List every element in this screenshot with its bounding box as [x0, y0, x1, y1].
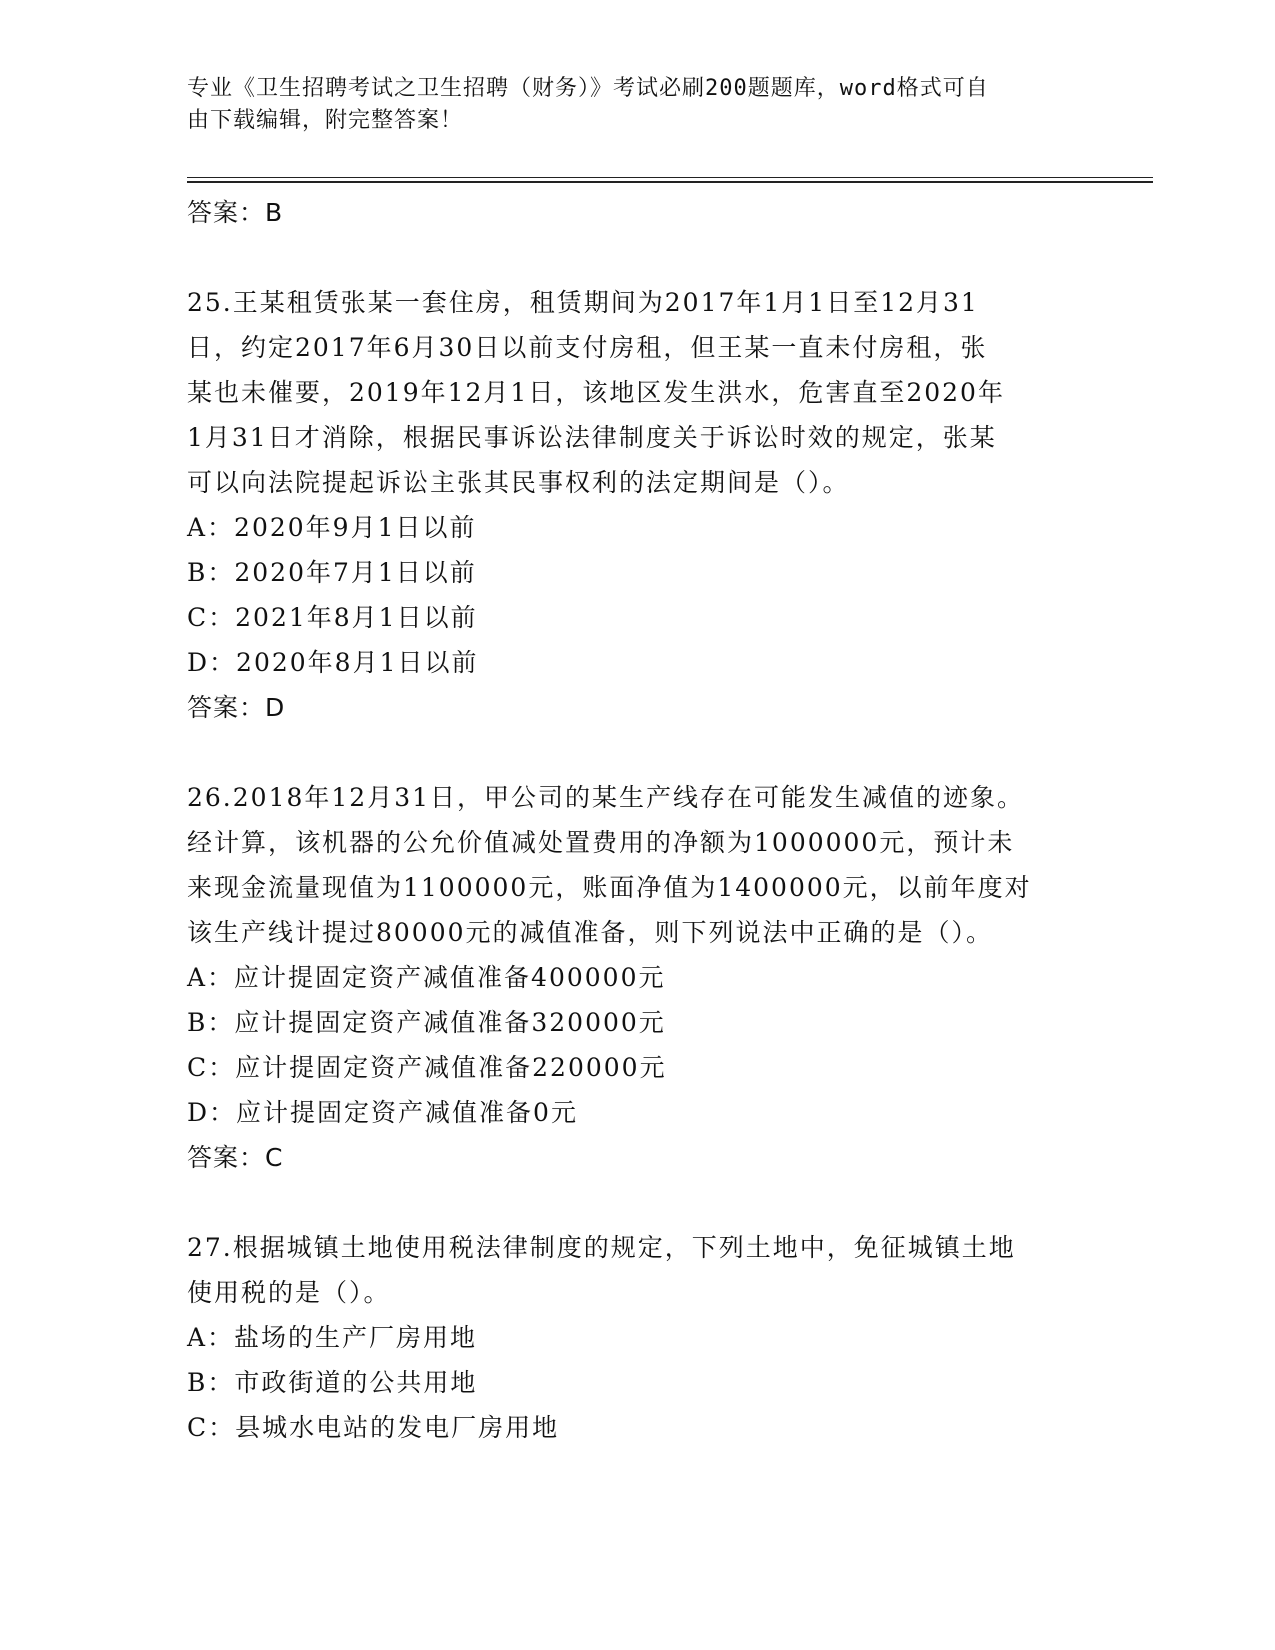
option-d: D：2020年8月1日以前: [187, 648, 479, 677]
answer-26: 答案：C: [187, 1143, 284, 1172]
spacer: [187, 730, 1067, 775]
question-text-line: 经计算，该机器的公允价值减处置费用的净额为1000000元，预计未: [187, 828, 1015, 857]
header-divider: [187, 177, 1153, 183]
question-content: [187, 190, 1067, 1450]
question-text-line: 26.2018年12月31日，甲公司的某生产线存在可能发生减值的迹象。: [187, 783, 1025, 812]
answer-prev: 答案：B: [187, 198, 284, 227]
question-text-line: 日，约定2017年6月30日以前支付房租，但王某一直未付房租，张: [187, 333, 988, 362]
spacer: [187, 235, 1067, 280]
option-a: A：应计提固定资产减值准备400000元: [187, 963, 666, 992]
option-b: B：2020年7月1日以前: [187, 558, 477, 587]
option-c: C：2021年8月1日以前: [187, 603, 478, 632]
header-line-1: 专业《卫生招聘考试之卫生招聘（财务）》考试必刷200题题库，word格式可自: [187, 76, 989, 101]
question-text-line: 某也未催要，2019年12月1日，该地区发生洪水，危害直至2020年: [187, 378, 1005, 407]
question-text-line: 25.王某租赁张某一套住房，租赁期间为2017年1月1日至12月31: [187, 288, 979, 317]
option-a: A：盐场的生产厂房用地: [187, 1323, 478, 1352]
question-text-line: 来现金流量现值为1100000元，账面净值为1400000元，以前年度对: [187, 873, 1032, 902]
option-c: C：应计提固定资产减值准备220000元: [187, 1053, 667, 1082]
question-text-line: 使用税的是（）。: [187, 1278, 391, 1307]
question-text-line: 27.根据城镇土地使用税法律制度的规定，下列土地中，免征城镇土地: [187, 1233, 1016, 1262]
spacer: [187, 1180, 1067, 1225]
question-27: [187, 1225, 1067, 1450]
option-c: C：县城水电站的发电厂房用地: [187, 1413, 560, 1442]
question-26: [187, 775, 1067, 1180]
question-text-line: 该生产线计提过80000元的减值准备，则下列说法中正确的是（）。: [187, 918, 994, 947]
answer-25: 答案：D: [187, 693, 286, 722]
page-header: [187, 73, 1067, 137]
question-25: [187, 280, 1067, 730]
option-a: A：2020年9月1日以前: [187, 513, 477, 542]
option-b: B：市政街道的公共用地: [187, 1368, 478, 1397]
question-text-line: 可以向法院提起诉讼主张其民事权利的法定期间是（）。: [187, 468, 850, 497]
question-text-line: 1月31日才消除，根据民事诉讼法律制度关于诉讼时效的规定，张某: [187, 423, 997, 452]
option-d: D：应计提固定资产减值准备0元: [187, 1098, 578, 1127]
option-b: B：应计提固定资产减值准备320000元: [187, 1008, 666, 1037]
header-line-2: 由下载编辑，附完整答案！: [187, 108, 464, 133]
